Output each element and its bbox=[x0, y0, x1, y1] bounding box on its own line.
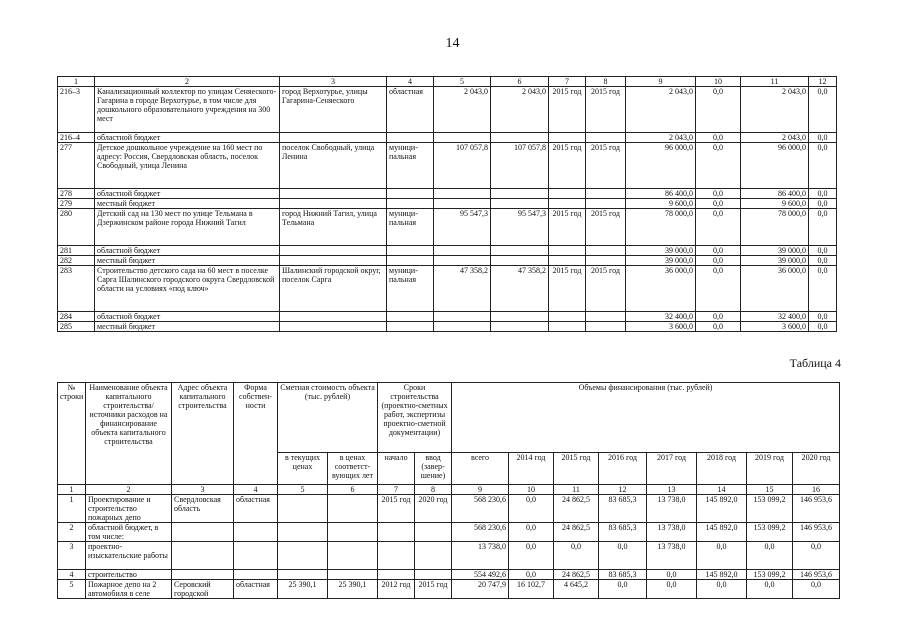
table-row bbox=[58, 143, 837, 189]
table-cell bbox=[378, 570, 415, 580]
table-cell bbox=[549, 199, 586, 209]
header-ownership: Форма собствен-ности bbox=[234, 383, 278, 485]
column-number: 12 bbox=[809, 77, 837, 87]
table-cell: 0,0 bbox=[554, 542, 599, 570]
table-cell bbox=[491, 312, 549, 322]
header-end: ввод (завер-шение) bbox=[415, 453, 452, 485]
table-cell: областная bbox=[387, 87, 434, 133]
table-cell: 2 043,0 bbox=[434, 87, 491, 133]
table-cell: 2 043,0 bbox=[626, 133, 696, 143]
column-number: 1 bbox=[58, 485, 86, 495]
table-row bbox=[58, 312, 837, 322]
table-cell bbox=[172, 570, 234, 580]
column-number: 8 bbox=[586, 77, 626, 87]
table-cell: 39 000,0 bbox=[741, 256, 809, 266]
table-cell: 0,0 bbox=[696, 133, 741, 143]
table-cell bbox=[328, 542, 378, 570]
table-cell bbox=[549, 133, 586, 143]
table-cell bbox=[234, 542, 278, 570]
table-cell: 32 400,0 bbox=[626, 312, 696, 322]
table-cell: 2 043,0 bbox=[491, 87, 549, 133]
table-cell: Детский сад на 130 мест по улице Тельмана в Дзержинском районе города Нижний Тагил bbox=[95, 209, 280, 246]
table-cell: областной бюджет bbox=[95, 133, 280, 143]
table-cell: областной бюджет, в том числе: bbox=[86, 523, 172, 542]
column-number: 5 bbox=[278, 485, 328, 495]
column-number: 6 bbox=[328, 485, 378, 495]
column-number: 4 bbox=[387, 77, 434, 87]
column-number: 15 bbox=[747, 485, 793, 495]
table-caption: Таблица 4 bbox=[789, 356, 841, 370]
table-cell: 0,0 bbox=[647, 570, 697, 580]
table-cell: 0,0 bbox=[509, 542, 554, 570]
table-cell bbox=[586, 189, 626, 199]
table-cell: 278 bbox=[58, 189, 95, 199]
table-cell: 83 685,3 bbox=[599, 495, 647, 523]
table-cell bbox=[387, 322, 434, 332]
table-cell: 36 000,0 bbox=[626, 266, 696, 312]
table-cell: 47 358,2 bbox=[491, 266, 549, 312]
header-year: 2017 год bbox=[647, 453, 697, 485]
table-cell: 0,0 bbox=[809, 246, 837, 256]
table-cell: 0,0 bbox=[747, 580, 793, 599]
table-cell bbox=[434, 312, 491, 322]
table-cell: 25 390,1 bbox=[278, 580, 328, 599]
table-cell: 47 358,2 bbox=[434, 266, 491, 312]
table-cell: 39 000,0 bbox=[626, 256, 696, 266]
column-number: 12 bbox=[599, 485, 647, 495]
table-cell: областной бюджет bbox=[95, 246, 280, 256]
table-cell bbox=[387, 199, 434, 209]
header-year: 2019 год bbox=[747, 453, 793, 485]
table-cell bbox=[280, 199, 387, 209]
column-number: 1 bbox=[58, 77, 95, 87]
table-cell bbox=[434, 189, 491, 199]
table-cell: 32 400,0 bbox=[741, 312, 809, 322]
header-row-number: № строки bbox=[58, 383, 86, 485]
table-cell: муници-пальная bbox=[387, 143, 434, 189]
table-cell: 0,0 bbox=[809, 199, 837, 209]
table-cell bbox=[280, 246, 387, 256]
column-number: 9 bbox=[626, 77, 696, 87]
table-cell: 16 102,7 bbox=[509, 580, 554, 599]
table-cell bbox=[586, 199, 626, 209]
table-cell: 0,0 bbox=[696, 256, 741, 266]
table-cell: 39 000,0 bbox=[626, 246, 696, 256]
table-cell: Проектирование и строительство пожарных депо bbox=[86, 495, 172, 523]
column-number: 13 bbox=[647, 485, 697, 495]
table-cell: 0,0 bbox=[509, 570, 554, 580]
table-cell bbox=[586, 256, 626, 266]
table-cell: 280 bbox=[58, 209, 95, 246]
table-cell bbox=[378, 523, 415, 542]
table-cell: город Нижний Тагил, улица Тельмана bbox=[280, 209, 387, 246]
column-number: 8 bbox=[415, 485, 452, 495]
table-cell: 0,0 bbox=[697, 542, 747, 570]
table-cell bbox=[586, 322, 626, 332]
table-cell: 2015 год bbox=[549, 209, 586, 246]
table-cell: 13 738,0 bbox=[647, 542, 697, 570]
table-cell bbox=[434, 199, 491, 209]
table-cell: областная bbox=[234, 495, 278, 523]
table-cell: 0,0 bbox=[696, 246, 741, 256]
table-cell bbox=[491, 189, 549, 199]
table-cell: местный бюджет bbox=[95, 199, 280, 209]
column-number: 10 bbox=[696, 77, 741, 87]
table-cell: 86 400,0 bbox=[741, 189, 809, 199]
table-cell bbox=[387, 312, 434, 322]
table-cell: 0,0 bbox=[697, 580, 747, 599]
table-cell bbox=[549, 189, 586, 199]
table-cell bbox=[387, 189, 434, 199]
table-row bbox=[58, 523, 840, 542]
table-cell bbox=[415, 570, 452, 580]
table-cell: 13 738,0 bbox=[452, 542, 509, 570]
table-cell: 2 043,0 bbox=[626, 87, 696, 133]
table-cell: местный бюджет bbox=[95, 256, 280, 266]
header-cost-current: в текущих ценах bbox=[278, 453, 328, 485]
table-row bbox=[58, 199, 837, 209]
column-number: 5 bbox=[434, 77, 491, 87]
table-cell bbox=[387, 246, 434, 256]
table-cell bbox=[278, 495, 328, 523]
column-number: 7 bbox=[378, 485, 415, 495]
table-cell: Шалинский городской округ, поселок Сарга bbox=[280, 266, 387, 312]
table-cell: 2015 год bbox=[586, 87, 626, 133]
table-cell: 2 043,0 bbox=[741, 133, 809, 143]
table-cell bbox=[328, 495, 378, 523]
column-number: 6 bbox=[491, 77, 549, 87]
header-start: начало bbox=[378, 453, 415, 485]
column-number: 4 bbox=[234, 485, 278, 495]
table-cell: 107 057,8 bbox=[491, 143, 549, 189]
table-cell: 4 bbox=[58, 570, 86, 580]
table-cell: 284 bbox=[58, 312, 95, 322]
header-estimated-cost: Сметная стоимость объекта (тыс. рублей) bbox=[278, 383, 378, 453]
table-cell: 96 000,0 bbox=[741, 143, 809, 189]
table-cell: 0,0 bbox=[809, 266, 837, 312]
table-cell: 0,0 bbox=[696, 322, 741, 332]
table-cell: 0,0 bbox=[647, 580, 697, 599]
table-row bbox=[58, 189, 837, 199]
table-cell: 0,0 bbox=[747, 542, 793, 570]
table-cell: 2012 год bbox=[378, 580, 415, 599]
table-row bbox=[58, 322, 837, 332]
table-cell: 24 862,5 bbox=[554, 523, 599, 542]
table-cell bbox=[549, 246, 586, 256]
table-cell: Свердловская область bbox=[172, 495, 234, 523]
table-cell: 9 600,0 bbox=[626, 199, 696, 209]
table-cell: 145 892,0 bbox=[697, 495, 747, 523]
table-cell bbox=[278, 570, 328, 580]
table-cell bbox=[280, 189, 387, 199]
table-cell bbox=[434, 246, 491, 256]
table-cell: 0,0 bbox=[793, 580, 840, 599]
table-cell: 0,0 bbox=[809, 312, 837, 322]
table-cell: 20 747,9 bbox=[452, 580, 509, 599]
table-cell bbox=[434, 256, 491, 266]
column-number-row bbox=[58, 485, 840, 495]
column-number: 14 bbox=[697, 485, 747, 495]
table-cell bbox=[280, 322, 387, 332]
header-financing-volumes: Объемы финансирования (тыс. рублей) bbox=[452, 383, 840, 453]
table-cell: 13 738,0 bbox=[647, 495, 697, 523]
table-cell: 2015 год bbox=[415, 580, 452, 599]
table-cell: 279 bbox=[58, 199, 95, 209]
table-row bbox=[58, 580, 840, 599]
table-cell bbox=[234, 570, 278, 580]
table-cell: 153 099,2 bbox=[747, 523, 793, 542]
table-cell: 0,0 bbox=[809, 87, 837, 133]
table-cell: 0,0 bbox=[809, 133, 837, 143]
header-address: Адрес объекта капитального строительства bbox=[172, 383, 234, 485]
table-cell: 86 400,0 bbox=[626, 189, 696, 199]
table-cell: 0,0 bbox=[696, 199, 741, 209]
table-cell: 0,0 bbox=[809, 322, 837, 332]
table-row bbox=[58, 246, 837, 256]
table-cell: 568 230,6 bbox=[452, 523, 509, 542]
table-row bbox=[58, 266, 837, 312]
table-cell: 5 bbox=[58, 580, 86, 599]
table-cell bbox=[172, 523, 234, 542]
table-cell bbox=[549, 256, 586, 266]
table-cell bbox=[387, 256, 434, 266]
table-cell: 2020 год bbox=[415, 495, 452, 523]
table-cell: 0,0 bbox=[696, 209, 741, 246]
header-total: всего bbox=[452, 453, 509, 485]
table-cell: 83 685,3 bbox=[599, 570, 647, 580]
table-cell: 283 bbox=[58, 266, 95, 312]
table-cell: областная bbox=[234, 580, 278, 599]
table-cell bbox=[415, 542, 452, 570]
table-row bbox=[58, 570, 840, 580]
table-cell bbox=[280, 133, 387, 143]
table-cell: 95 547,3 bbox=[491, 209, 549, 246]
table-cell bbox=[491, 199, 549, 209]
table-row bbox=[58, 209, 837, 246]
table-cell bbox=[586, 312, 626, 322]
table-cell: 0,0 bbox=[696, 143, 741, 189]
table-row bbox=[58, 256, 837, 266]
table-cell bbox=[172, 542, 234, 570]
table-cell: 2015 год bbox=[586, 266, 626, 312]
header-cost-base: в ценах соответст-вующих лет bbox=[328, 453, 378, 485]
column-number: 2 bbox=[95, 77, 280, 87]
table-cell: Пожарное депо на 2 автомобиля в селе bbox=[86, 580, 172, 599]
table-cell: Строительство детского сада на 60 мест в поселке Сарга Шалинского городского округа Свердловской области на условиях «под ключ» bbox=[95, 266, 280, 312]
table-cell: областной бюджет bbox=[95, 312, 280, 322]
table-row bbox=[58, 133, 837, 143]
table-cell: Детское дошкольное учреждение на 160 мест по адресу: Россия, Свердловская область, поселок Свободный, улица Ленина bbox=[95, 143, 280, 189]
table-cell: 216–4 bbox=[58, 133, 95, 143]
table-cell bbox=[415, 523, 452, 542]
table-cell: 39 000,0 bbox=[741, 246, 809, 256]
table-cell: 0,0 bbox=[809, 209, 837, 246]
table-cell bbox=[387, 133, 434, 143]
table-cell: муници-пальная bbox=[387, 266, 434, 312]
column-number: 2 bbox=[86, 485, 172, 495]
table-cell bbox=[328, 523, 378, 542]
table-cell: 0,0 bbox=[696, 87, 741, 133]
table-cell: 2015 год bbox=[586, 209, 626, 246]
table-cell: 2015 год bbox=[378, 495, 415, 523]
table-cell bbox=[586, 246, 626, 256]
table-cell: 282 bbox=[58, 256, 95, 266]
table-cell: 0,0 bbox=[696, 266, 741, 312]
table-cell bbox=[491, 256, 549, 266]
table-cell bbox=[280, 312, 387, 322]
table-cell bbox=[491, 133, 549, 143]
table-cell: 0,0 bbox=[809, 143, 837, 189]
header-year: 2015 год bbox=[554, 453, 599, 485]
table-cell: 0,0 bbox=[793, 542, 840, 570]
table-cell: 285 bbox=[58, 322, 95, 332]
table-cell: 1 bbox=[58, 495, 86, 523]
table-cell: 2015 год bbox=[549, 143, 586, 189]
table-cell: 107 057,8 bbox=[434, 143, 491, 189]
table-row bbox=[58, 495, 840, 523]
table-cell: 0,0 bbox=[809, 256, 837, 266]
table-cell: 2015 год bbox=[549, 87, 586, 133]
table-cell: проектно-изыскательские работы bbox=[86, 542, 172, 570]
table-cell bbox=[234, 523, 278, 542]
column-number: 9 bbox=[452, 485, 509, 495]
table-cell: 281 bbox=[58, 246, 95, 256]
table-cell: 153 099,2 bbox=[747, 495, 793, 523]
table-cell: 2 043,0 bbox=[741, 87, 809, 133]
table-cell: 145 892,0 bbox=[697, 523, 747, 542]
header-construction-terms: Сроки строительства (проектно-сметных работ, экспертизы проектно-сметной документации) bbox=[378, 383, 452, 453]
financing-table-continued bbox=[57, 76, 837, 332]
table-cell: 0,0 bbox=[696, 189, 741, 199]
table-cell bbox=[278, 523, 328, 542]
page-number: 14 bbox=[445, 36, 460, 51]
table-cell: 3 bbox=[58, 542, 86, 570]
table-cell: 96 000,0 bbox=[626, 143, 696, 189]
column-number: 3 bbox=[280, 77, 387, 87]
table-cell: 153 099,2 bbox=[747, 570, 793, 580]
table-row bbox=[58, 542, 840, 570]
table-cell: 0,0 bbox=[599, 580, 647, 599]
header-year: 2018 год bbox=[697, 453, 747, 485]
table-cell: 2015 год bbox=[586, 143, 626, 189]
table-cell bbox=[280, 256, 387, 266]
table-cell bbox=[278, 542, 328, 570]
table-cell: 0,0 bbox=[509, 495, 554, 523]
table-row bbox=[58, 87, 837, 133]
table-cell: 2 bbox=[58, 523, 86, 542]
table-cell: местный бюджет bbox=[95, 322, 280, 332]
table-cell: муници-пальная bbox=[387, 209, 434, 246]
table-cell bbox=[491, 322, 549, 332]
table-cell: областной бюджет bbox=[95, 189, 280, 199]
table-cell bbox=[586, 133, 626, 143]
table-cell: 24 862,5 bbox=[554, 495, 599, 523]
table-cell: 2015 год bbox=[549, 266, 586, 312]
column-number: 7 bbox=[549, 77, 586, 87]
table-cell: 3 600,0 bbox=[626, 322, 696, 332]
table-cell: строительство bbox=[86, 570, 172, 580]
table-cell: город Верхотурье, улицы Гагарина-Сеняеского bbox=[280, 87, 387, 133]
table-cell: 83 685,3 bbox=[599, 523, 647, 542]
table-cell: 78 000,0 bbox=[741, 209, 809, 246]
column-number: 11 bbox=[554, 485, 599, 495]
table-cell: 0,0 bbox=[509, 523, 554, 542]
column-number-row bbox=[58, 77, 837, 87]
table-cell: 216–3 bbox=[58, 87, 95, 133]
table-cell: 554 492,6 bbox=[452, 570, 509, 580]
table-cell bbox=[328, 570, 378, 580]
table-cell: 24 862,5 bbox=[554, 570, 599, 580]
table-cell: 146 953,6 bbox=[793, 570, 840, 580]
table-cell: 95 547,3 bbox=[434, 209, 491, 246]
table-cell: 0,0 bbox=[599, 542, 647, 570]
table-cell: Серовский городской bbox=[172, 580, 234, 599]
table-cell: 146 953,6 bbox=[793, 523, 840, 542]
table-cell: 145 892,0 bbox=[697, 570, 747, 580]
column-number: 11 bbox=[741, 77, 809, 87]
header-year: 2016 год bbox=[599, 453, 647, 485]
table-cell bbox=[491, 246, 549, 256]
table-cell: поселок Свободный, улица Ленина bbox=[280, 143, 387, 189]
table-cell: 0,0 bbox=[696, 312, 741, 322]
table-cell: 13 738,0 bbox=[647, 523, 697, 542]
table-cell bbox=[378, 542, 415, 570]
table-cell: 3 600,0 bbox=[741, 322, 809, 332]
table-cell: 277 bbox=[58, 143, 95, 189]
table-cell: 4 645,2 bbox=[554, 580, 599, 599]
table-cell: 78 000,0 bbox=[626, 209, 696, 246]
column-number: 16 bbox=[793, 485, 840, 495]
header-year: 2014 год bbox=[509, 453, 554, 485]
header-object-name: Наименование объекта капитального строительства/ источники расходов на финансирование объекта капитального строительства bbox=[86, 383, 172, 485]
column-number: 3 bbox=[172, 485, 234, 495]
table-cell bbox=[549, 312, 586, 322]
table-cell: 25 390,1 bbox=[328, 580, 378, 599]
table-cell: Канализационный коллектор по улицам Сеняеского-Гагарина в городе Верхотурье, в том числе для дошкольного образовательного учреждения на 300 мест bbox=[95, 87, 280, 133]
table-cell: 568 230,6 bbox=[452, 495, 509, 523]
table-cell: 146 953,6 bbox=[793, 495, 840, 523]
header-year: 2020 год bbox=[793, 453, 840, 485]
table-cell: 36 000,0 bbox=[741, 266, 809, 312]
table-cell bbox=[549, 322, 586, 332]
table-cell: 0,0 bbox=[809, 189, 837, 199]
table-cell bbox=[434, 133, 491, 143]
table-cell bbox=[434, 322, 491, 332]
capital-construction-table bbox=[57, 382, 840, 599]
column-number: 10 bbox=[509, 485, 554, 495]
table-cell: 9 600,0 bbox=[741, 199, 809, 209]
